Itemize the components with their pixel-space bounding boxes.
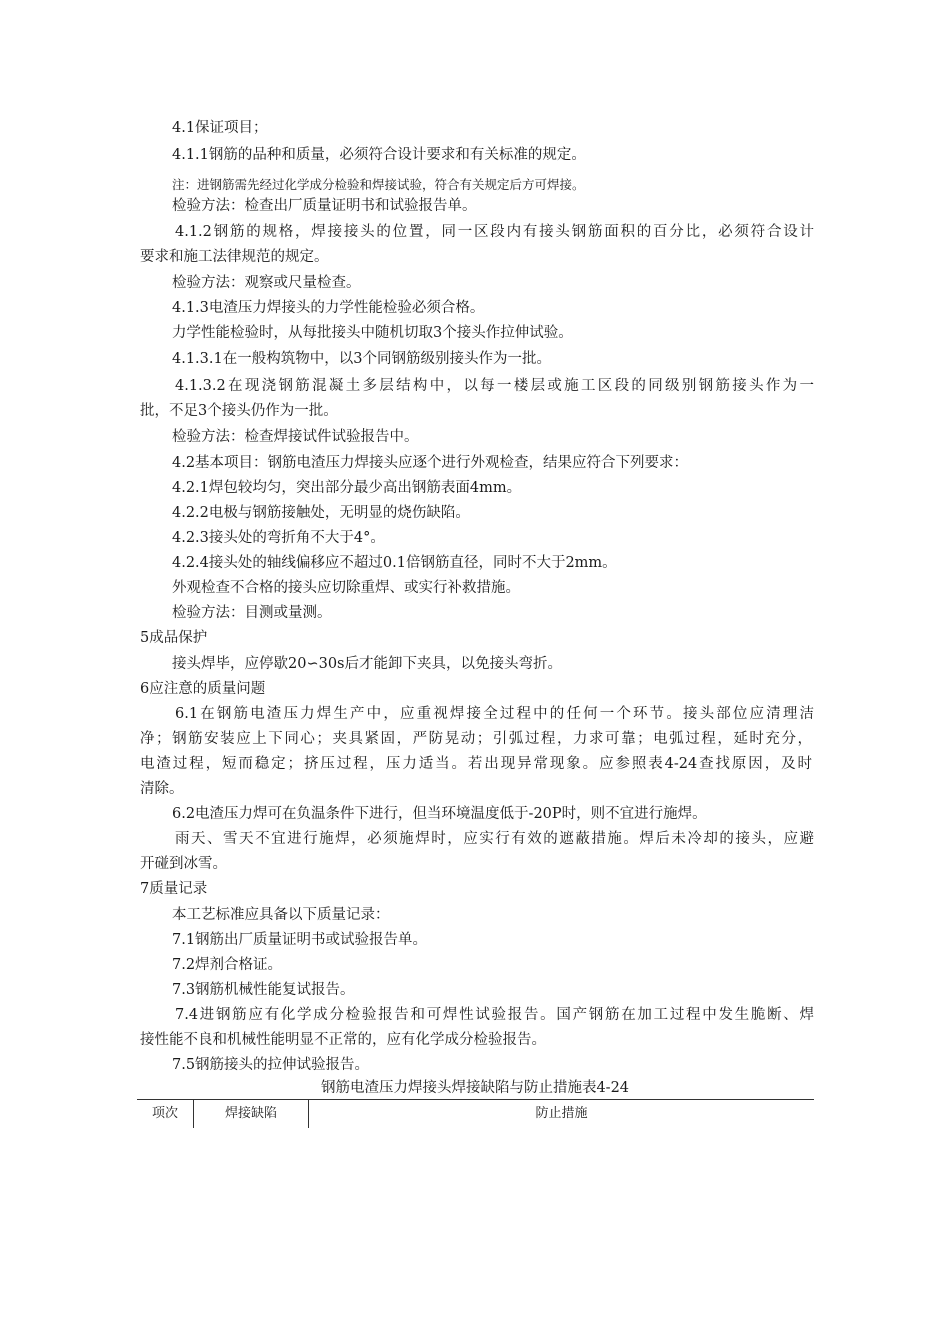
text-line: 4.1.3电渣压力焊接头的力学性能检验必须合格。 bbox=[172, 300, 485, 316]
text-line: 4.1保证项目； bbox=[172, 120, 268, 136]
table-header-cell: 焊接缺陷 bbox=[224, 1106, 277, 1121]
section-heading: 7质量记录 bbox=[140, 881, 208, 897]
text-line: 力学性能检验时，从每批接头中随机切取3个接头作拉伸试验。 bbox=[172, 325, 573, 341]
text-line: 检验方法：检查出厂质量证明书和试验报告单。 bbox=[172, 198, 477, 214]
text-line: 电渣过程，短而稳定；挤压过程，压力适当。若出现异常现象。应参照表4-24查找原因，及时 bbox=[140, 756, 812, 772]
note-line: 注：进钢筋需先经过化学成分检验和焊接试验，符合有关规定后方可焊接。 bbox=[172, 177, 585, 192]
defect-table bbox=[137, 1099, 814, 1130]
section-heading: 6应注意的质量问题 bbox=[140, 681, 266, 697]
text-line: 净；钢筋安装应上下同心；夹具紧固，严防晃动；引弧过程，力求可靠；电弧过程，延时充分， bbox=[140, 731, 812, 747]
text-line: 本工艺标准应具备以下质量记录： bbox=[172, 907, 390, 923]
text-line: 清除。 bbox=[140, 781, 184, 797]
text-line: 4.2.2电极与钢筋接触处，无明显的烧伤缺陷。 bbox=[172, 505, 470, 521]
text-line: 接性能不良和机械性能明显不正常的，应有化学成分检验报告。 bbox=[140, 1032, 546, 1048]
text-line: 检验方法：目测或量测。 bbox=[172, 605, 332, 621]
text-line: 7.1钢筋出厂质量证明书或试验报告单。 bbox=[172, 932, 428, 948]
text-line: 4.1.2钢筋的规格，焊接接头的位置，同一区段内有接头钢筋面积的百分比，必须符合设计 bbox=[175, 224, 814, 240]
table-title: 钢筋电渣压力焊接头焊接缺陷与防止措施表4-24 bbox=[320, 1080, 630, 1096]
text-line: 批，不足3个接头仍作为一批。 bbox=[140, 403, 338, 419]
text-line: 7.4进钢筋应有化学成分检验报告和可焊性试验报告。国产钢筋在加工过程中发生脆断、焊 bbox=[175, 1007, 814, 1023]
text-line: 要求和施工法律规范的规定。 bbox=[140, 249, 329, 265]
text-line: 4.1.1钢筋的品种和质量，必须符合设计要求和有关标准的规定。 bbox=[172, 147, 586, 163]
table-header-cell: 防止措施 bbox=[535, 1106, 588, 1121]
text-line: 7.3钢筋机械性能复试报告。 bbox=[172, 982, 355, 998]
text-line: 外观检查不合格的接头应切除重焊、或实行补救措施。 bbox=[172, 580, 520, 596]
text-line: 开碰到冰雪。 bbox=[140, 856, 227, 872]
text-line: 雨天、雪天不宜进行施焊，必须施焊时，应实行有效的遮蔽措施。焊后未冷却的接头，应避 bbox=[175, 831, 814, 847]
text-line: 4.2.3接头处的弯折角不大于4°。 bbox=[172, 530, 385, 546]
text-line: 4.1.3.1在一般构筑物中，以3个同钢筋级别接头作为一批。 bbox=[172, 351, 551, 367]
text-line: 4.2基本项目：钢筋电渣压力焊接头应逐个进行外观检查，结果应符合下列要求： bbox=[172, 455, 689, 471]
text-line: 接头焊毕，应停歇20∽30s后才能卸下夹具，以免接头弯折。 bbox=[172, 656, 562, 672]
text-line: 4.2.4接头处的轴线偏移应不超过0.1倍钢筋直径，同时不大于2mm。 bbox=[172, 555, 617, 571]
text-line: 7.2焊剂合格证。 bbox=[172, 957, 283, 973]
text-line: 7.5钢筋接头的拉伸试验报告。 bbox=[172, 1057, 370, 1073]
text-line: 检验方法：检查焊接试件试验报告中。 bbox=[172, 429, 419, 445]
text-line: 6.2电渣压力焊可在负温条件下进行，但当环境温度低于-20P时，则不宜进行施焊。 bbox=[172, 806, 707, 822]
table-header-cell: 项次 bbox=[151, 1106, 178, 1121]
section-heading: 5成品保护 bbox=[140, 630, 208, 646]
text-line: 6.1在钢筋电渣压力焊生产中，应重视焊接全过程中的任何一个环节。接头部位应清理洁 bbox=[175, 706, 814, 722]
text-line: 4.2.1焊包较均匀，突出部分最少高出钢筋表面4mm。 bbox=[172, 480, 522, 496]
text-line: 4.1.3.2在现浇钢筋混凝土多层结构中，以每一楼层或施工区段的同级别钢筋接头作为一 bbox=[175, 378, 814, 394]
text-line: 检验方法：观察或尺量检查。 bbox=[172, 275, 361, 291]
